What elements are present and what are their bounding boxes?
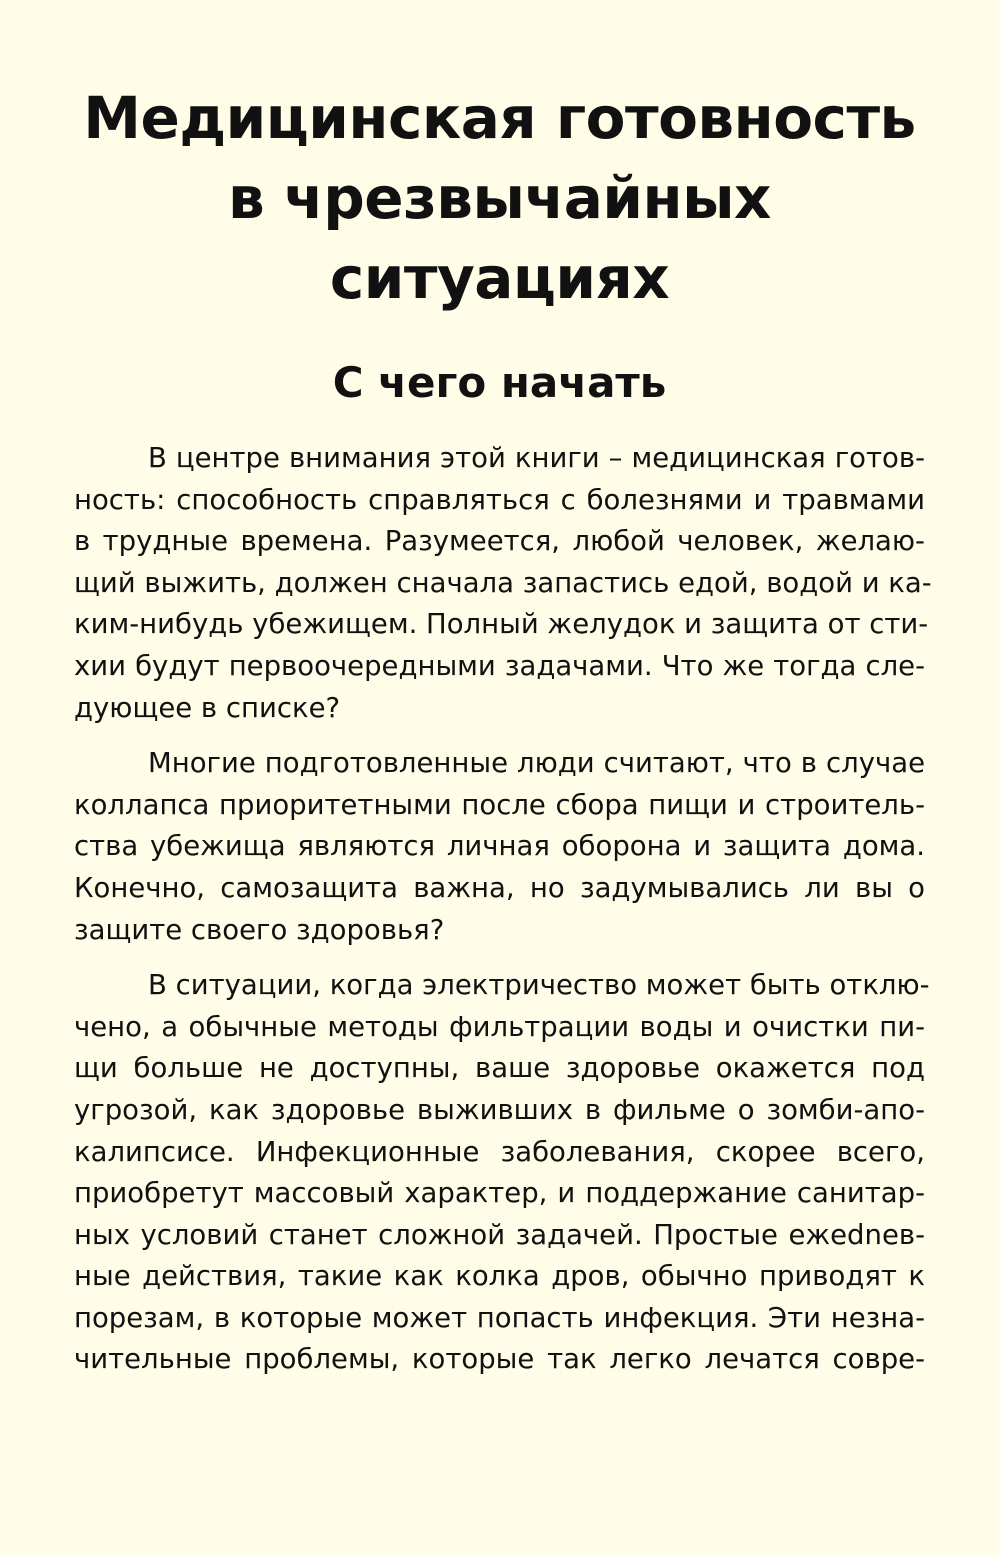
paragraph-line: щи больше не доступны, ваше здоровье окажется под [74,1052,925,1085]
paragraph-line: В центре внимания этой книги – медицинская готов- [148,442,925,474]
section-subtitle: С чего начать [332,358,667,407]
page-title [74,78,925,318]
paragraph-line: чительные проблемы, которые так легко лечатся совре- [74,1343,925,1376]
paragraph-line: порезам, в которые может попасть инфекция. Эти незна- [74,1301,925,1334]
paragraph-line: защите своего здоровья? [74,913,445,946]
paragraph-line: ных условий станет сложной задачей. Простые ежednев- [74,1218,925,1251]
paragraph-line: в трудные времена. Разумеется, любой человек, желаю- [74,525,925,558]
paragraph-line: калипсисе. Инфекционные заболевания, скорее всего, [74,1135,925,1168]
paragraph-line: ность: способность справляться с болезнями и травмами [74,483,925,516]
paragraph-line: ные действия, такие как колка дров, обычно приводят к [74,1260,925,1293]
title-line-1: Медицинская готовность [83,84,916,152]
paragraph-line: чено, а обычные методы фильтрации воды и очистки пи- [74,1010,925,1043]
paragraph-line: угрозой, как здоровье выживших в фильме о зомби-апо- [74,1093,925,1126]
paragraph-line: щий выжить, должен сначала запастись едой, водой и ка- [74,566,932,599]
paragraph-line: Конечно, самозащита важна, но задумывались ли вы о [74,871,925,904]
title-line-3: ситуациях [329,244,670,312]
paragraph-line: дующее в списке? [74,691,341,724]
paragraph-line: ким-нибудь убежищем. Полный желудок и защита от сти- [74,608,929,641]
paragraph-line: приобретут массовый характер, и поддержание санитар- [74,1177,925,1210]
paragraph-2 [74,743,925,951]
paragraph-1 [74,438,932,729]
paragraph-line: В ситуации, когда электричество может быть отклю- [148,969,930,1002]
title-line-2: в чрезвычайных [228,164,771,232]
paragraph-line: хии будут первоочередными задачами. Что же тогда сле- [74,649,925,682]
paragraph-3 [74,965,930,1381]
paragraph-line: ства убежища являются личная оборона и защита дома. [74,830,925,863]
paragraph-line: коллапса приоритетными после сбора пищи и строитель- [74,788,925,821]
body-text [74,438,932,1381]
paragraph-line: Многие подготовленные люди считают, что в случае [148,747,925,780]
